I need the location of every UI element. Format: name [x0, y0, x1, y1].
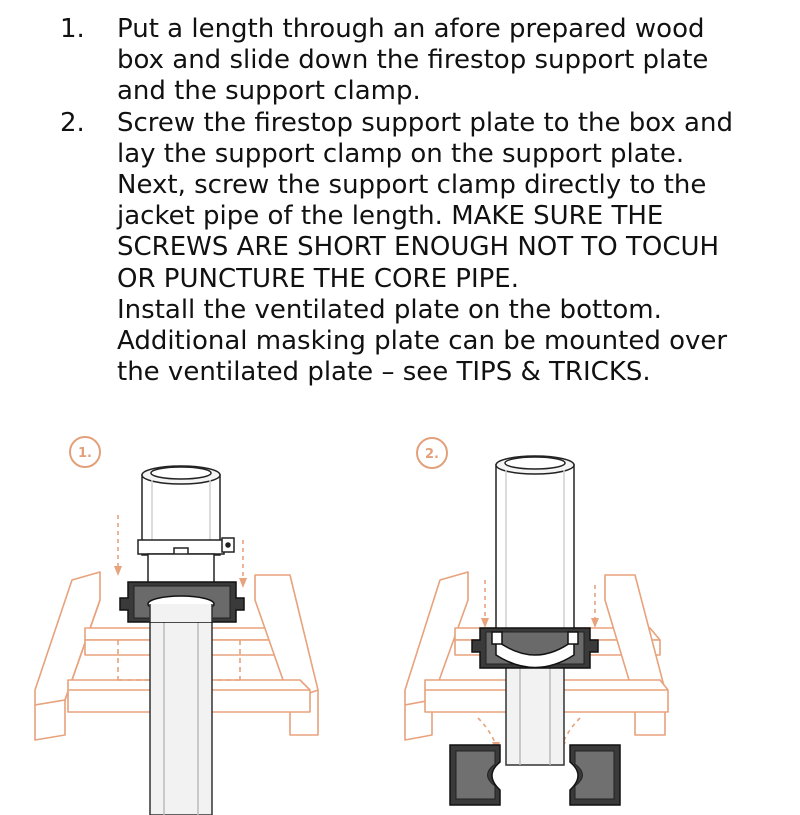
figure-2-badge-label: 2. — [425, 447, 439, 462]
step-2-line: lay the support clamp on the support plate. — [117, 138, 685, 169]
step-1 — [60, 14, 790, 108]
step-2 — [60, 108, 790, 389]
figure-1-badge-label: 1. — [78, 446, 92, 461]
step-1-line: box and slide down the firestop support plate — [117, 45, 709, 76]
pipe-2 — [496, 456, 574, 765]
step-2-line: Next, screw the support clamp directly to the — [117, 170, 707, 201]
figure-1 — [35, 437, 318, 815]
step-2-line: SCREWS ARE SHORT ENOUGH NOT TO TOCUH — [117, 232, 720, 263]
figure-2 — [405, 438, 668, 805]
step-2-line: OR PUNCTURE THE CORE PIPE. — [117, 263, 519, 294]
step-1-line: and the support clamp. — [117, 76, 421, 107]
firestop-plate-2 — [472, 628, 598, 668]
step-2-line: jacket pipe of the length. MAKE SURE THE — [117, 201, 664, 232]
step-2-line: Additional masking plate can be mounted over — [117, 326, 728, 357]
step-1-line: Put a length through an afore prepared wood — [117, 14, 705, 44]
step-2-line: Screw the firestop support plate to the box and — [117, 107, 733, 138]
step-1-number: 1. — [60, 14, 85, 44]
step-2-number: 2. — [60, 107, 85, 138]
installation-illustrations — [0, 420, 800, 815]
step-2-line: Install the ventilated plate on the bottom. — [117, 294, 662, 325]
figure-1-badge — [70, 437, 100, 467]
firestop-plate-1 — [120, 582, 244, 622]
step-2-line: the ventilated plate – see TIPS & TRICKS. — [117, 357, 651, 388]
figure-2-badge — [417, 438, 447, 468]
instruction-steps — [60, 14, 790, 388]
